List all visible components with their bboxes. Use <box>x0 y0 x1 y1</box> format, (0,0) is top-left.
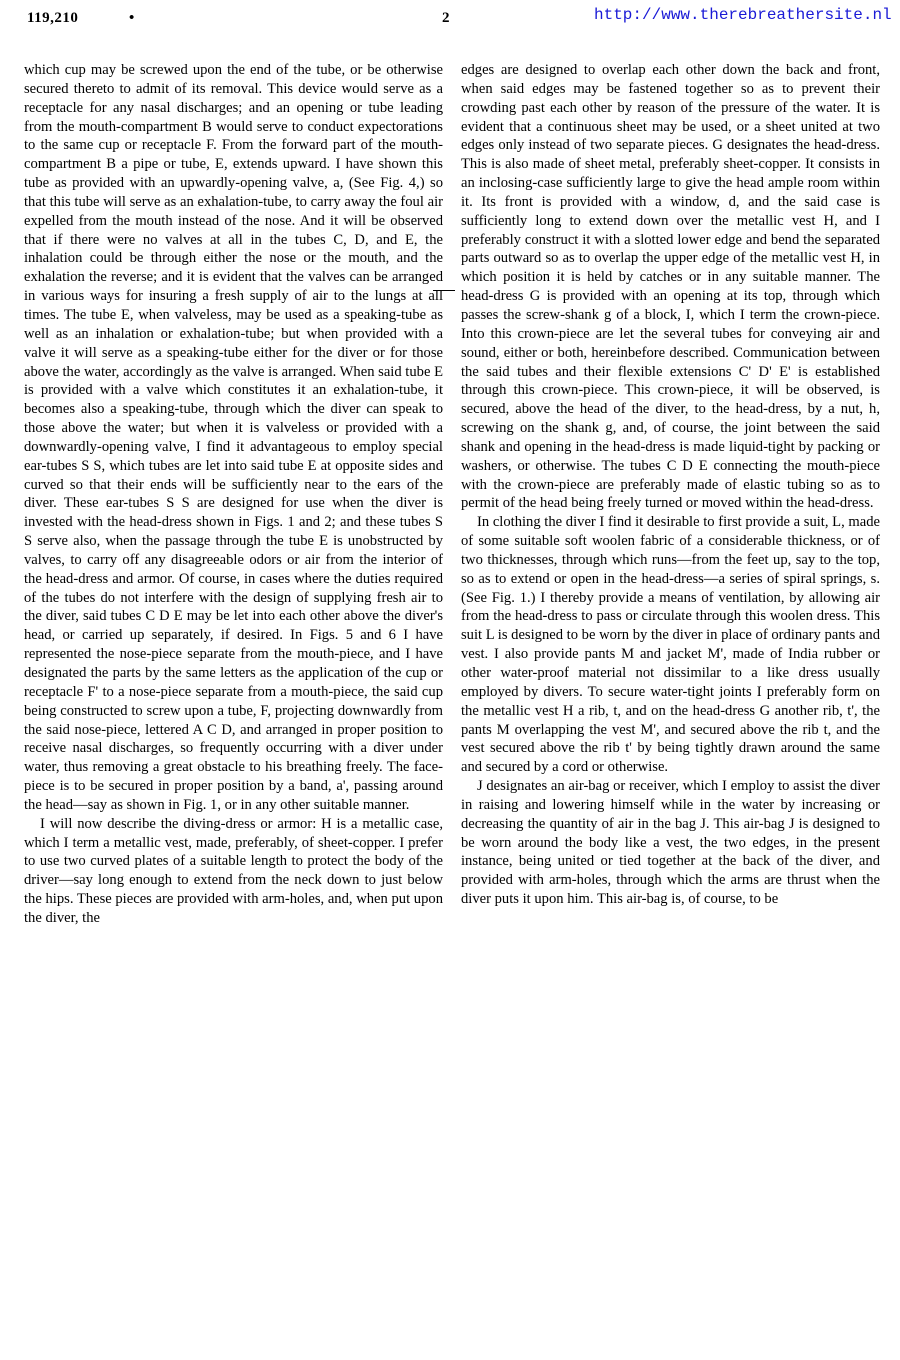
patent-number: 119,210 <box>27 10 79 26</box>
paragraph: J designates an air-bag or receiver, which I employ to assist the diver in raising and lowering himself while in the water by increasing or decreasing the quantity of air in the bag J. This air-bag J is designed to be worn around the body like a vest, the two edges, in the present instance, being united or tied together at the back of the diver, and provided with arm-holes, through which the arms are thrust when the diver puts it upon him. This air-bag is, of course, to be <box>461 778 880 908</box>
right-column <box>461 61 880 909</box>
column-divider-mark <box>433 290 455 291</box>
page-number: 2 <box>442 10 450 26</box>
paragraph: I will now describe the diving-dress or armor: H is a metallic case, which I term a metallic vest, made, preferably, of sheet-copper. I prefer to use two curved plates of a suitable length to protect the body of the driver—say long enough to extend from the neck down to just below the hips. These pieces are provided with arm-holes, and, when put upon the diver, the <box>24 815 443 926</box>
header-bullet: • <box>129 10 135 26</box>
left-column <box>24 61 443 928</box>
page-header <box>0 0 900 36</box>
paragraph: In clothing the diver I find it desirable to first provide a suit, L, made of some suitable soft woolen fabric of a considerable thickness, or of two thicknesses, through which runs—from the feet up, say to the top, so as to extend or open in the head-dress—a series of spiral springs, s. (See Fig. 1.) I thereby provide a means of ventilation, by allowing air from the head-dress to pass or circulate through this woolen dress. This suit L is designed to be worn by the diver in place of ordinary pants and vest. I also provide pants M and jacket M', made of India rubber or other water-proof material not dissimilar to a like dress usually employed by divers. To secure water-tight joints I preferably form on the metallic vest H a rib, t, and on the head-dress G another rib, t', the pants M overlapping the vest M', and secured above the rib t, and the vest secured above the rib t' by being tightly drawn around the same and secured by a cord or otherwise. <box>461 514 880 776</box>
paragraph: which cup may be screwed upon the end of the tube, or be otherwise secured thereto to admit of its removal. This device would serve as a receptacle for any nasal discharges; and an opening or tube leading from the mouth-compartment B would serve to conduct expectorations to the same cup or receptacle F. From the forward part of the mouth-compartment B a pipe or tube, E, extends upward. I have shown this tube as provided with an upwardly-opening valve, a, (See Fig. 4,) so that this tube will serve as an exhalation-tube, to carry away the foul air expelled from the mouth instead of the nose. And it will be observed that if there were no valves at all in the tubes C, D, and E, the inhalation could be through either the nose or the mouth, and the exhalation the reverse; and it is evident that the valves can be arranged in various ways for insuring a fresh supply of air to the lungs at all times. The tube E, when valveless, may be used as a speaking-tube as well as an inhalation or exhalation-tube; but when provided with a valve it will serve as a speaking-tube either for the diver or for those above the water, accordingly as the valve is arranged. When said tube E is provided with a valve which constitutes it an exhalation-tube, it becomes also a speaking-tube, through which the diver can speak to those above the water; but when it is valveless or provided with a downwardly-opening valve, I find it advantageous to employ special ear-tubes S S, which tubes are let into said tube E at opposite sides and curved so that their ends will be sufficiently near to the ears of the diver. These ear-tubes S S are designed for use when the diver is invested with the head-dress shown in Figs. 1 and 2; and these tubes S S serve also, when the passage through the tube E is unobstructed by valves, to carry off any disagreeable odors or air from the interior of the head-dress and armor. Of course, in cases where the duties required of the tubes do not interfere with the design of supplying fresh air to the diver, said tubes C D E may be let into each other above the diver's head, or carried up separately, if desired. In Figs. 5 and 6 I have represented the nose-piece separate from the mouth-piece, and I have designated the parts by the same letters as the application of the cup or receptacle F' to a nose-piece separate from a mouth-piece, the said cup being constructed to screw upon a tube, F, projecting downwardly from the said nose-piece, lettered A C D, and arranged in proper position to receive nasal discharges, so frequently occurring with a diver under water, thus removing a great obstacle to his breathing freely. The face-piece is to be secured in proper position by a band, a', passing around the head—say as shown in Fig. 1, or in any other suitable manner. <box>24 62 443 813</box>
website-watermark[interactable]: http://www.therebreathersite.nl <box>594 6 892 24</box>
paragraph: edges are designed to overlap each other down the back and front, when said edges may be fastened together so as to prevent their crowding past each other by reason of the pressure of the water. It is evident that a continuous sheet may be used, or a sheet united at two edges only instead of two separate pieces. G designates the head-dress. This is also made of sheet metal, preferably sheet-copper. It consists in an inclosing-case sufficiently large to give the head ample room within it. Its front is provided with a window, d, and the said case is sufficiently long to extend down over the metallic vest H, and I preferably construct it with a slotted lower edge and bend the separated parts outward so as to overlap the upper edge of the metallic vest H, in which position it is held by catches or in any suitable manner. The head-dress G is provided with an opening at its top, through which passes the screw-shank g of a block, I, which I term the crown-piece. Into this crown-piece are let the several tubes for conveying air and sound, either or both, hereinbefore described. Communication between the said tubes and their flexible extensions C' D' E' is established through this crown-piece. This crown-piece, it will be observed, is secured, above the head of the diver, to the head-dress, by a nut, h, screwing on the shank g, and, of course, the joint between the said shank and opening in the head-dress is made liquid-tight by packing or washers, or otherwise. The tubes C D E connecting the mouth-piece with the crown-piece are preferably made of elastic tubing so as to permit of the head being freely turned or moved within the head-dress. <box>461 62 880 512</box>
